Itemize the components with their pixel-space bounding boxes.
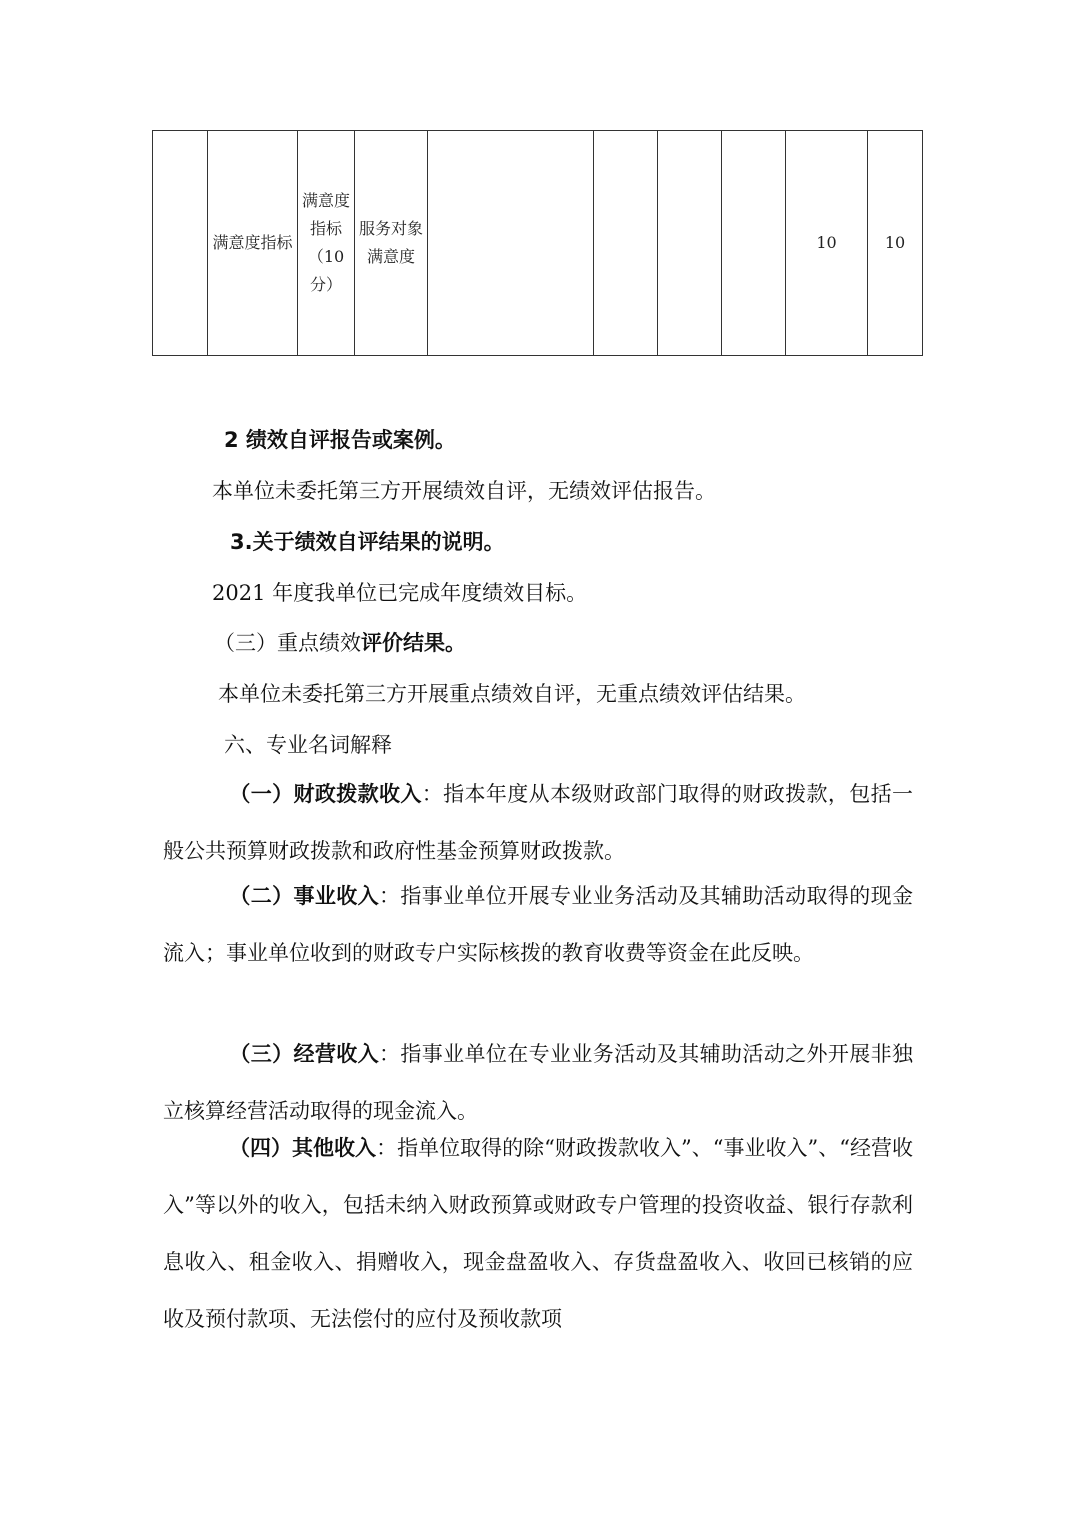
table-cell bbox=[594, 131, 658, 356]
report-paragraph: 本单位未委托第三方开展绩效自评，无绩效评估报告。 bbox=[212, 479, 716, 503]
terms-heading: 六、专业名词解释 bbox=[224, 733, 392, 757]
term-label: （四）其他收入 bbox=[229, 1135, 377, 1160]
actual-score-cell: 10 bbox=[868, 131, 923, 356]
table-cell bbox=[658, 131, 722, 356]
indicator-category-cell: 满意度指标 bbox=[208, 131, 298, 356]
report-heading: 2 绩效自评报告或案例。 bbox=[224, 428, 456, 452]
term-paragraph bbox=[163, 867, 913, 982]
result-paragraph: 2021 年度我单位已完成年度绩效目标。 bbox=[212, 581, 588, 605]
term-label: （一）财政拨款收入 bbox=[229, 781, 422, 806]
term-text: ：指单位取得的除“财政拨款收入”、“事业收入”、“经营收入”等以外的收入，包括未纳入财政预算或财政专户管理的投资收益、银行存款利息收入、租金收入、捐赠收入，现金盘盈收入、存货盘盈收入、收回已核销的应收及预付款项、无法偿付的应付及预收款项 bbox=[163, 1136, 913, 1331]
indicator-subcategory-cell: 满意度指标（10分） bbox=[298, 131, 355, 356]
table-cell bbox=[722, 131, 786, 356]
term-label: （三）经营收入 bbox=[229, 1041, 379, 1066]
key-evaluation-paragraph: 本单位未委托第三方开展重点绩效自评，无重点绩效评估结果。 bbox=[218, 682, 806, 706]
term-paragraph bbox=[163, 765, 913, 880]
term-text: ：指事业单位在专业业务活动及其辅助活动之外开展非独立核算经营活动取得的现金流入。 bbox=[163, 1042, 913, 1123]
term-paragraph bbox=[163, 1119, 913, 1348]
key-evaluation-heading bbox=[214, 628, 466, 658]
indicator-name-cell: 服务对象满意度 bbox=[355, 131, 428, 356]
term-text: ：指事业单位开展专业业务活动及其辅助活动取得的现金流入；事业单位收到的财政专户实际核拨的教育收费等资金在此反映。 bbox=[163, 884, 913, 965]
table-cell bbox=[428, 131, 594, 356]
table-cell bbox=[153, 131, 208, 356]
term-text: ：指本年度从本级财政部门取得的财政拨款，包括一般公共预算财政拨款和政府性基金预算财政拨款。 bbox=[163, 782, 913, 863]
performance-table bbox=[152, 130, 923, 356]
key-evaluation-bold: 评价结果。 bbox=[361, 630, 466, 655]
weight-score-cell: 10 bbox=[786, 131, 868, 356]
table-row bbox=[153, 131, 923, 356]
result-heading: 3.关于绩效自评结果的说明。 bbox=[230, 530, 505, 554]
term-label: （二）事业收入 bbox=[229, 883, 379, 908]
key-evaluation-prefix: （三）重点绩效 bbox=[214, 631, 361, 655]
